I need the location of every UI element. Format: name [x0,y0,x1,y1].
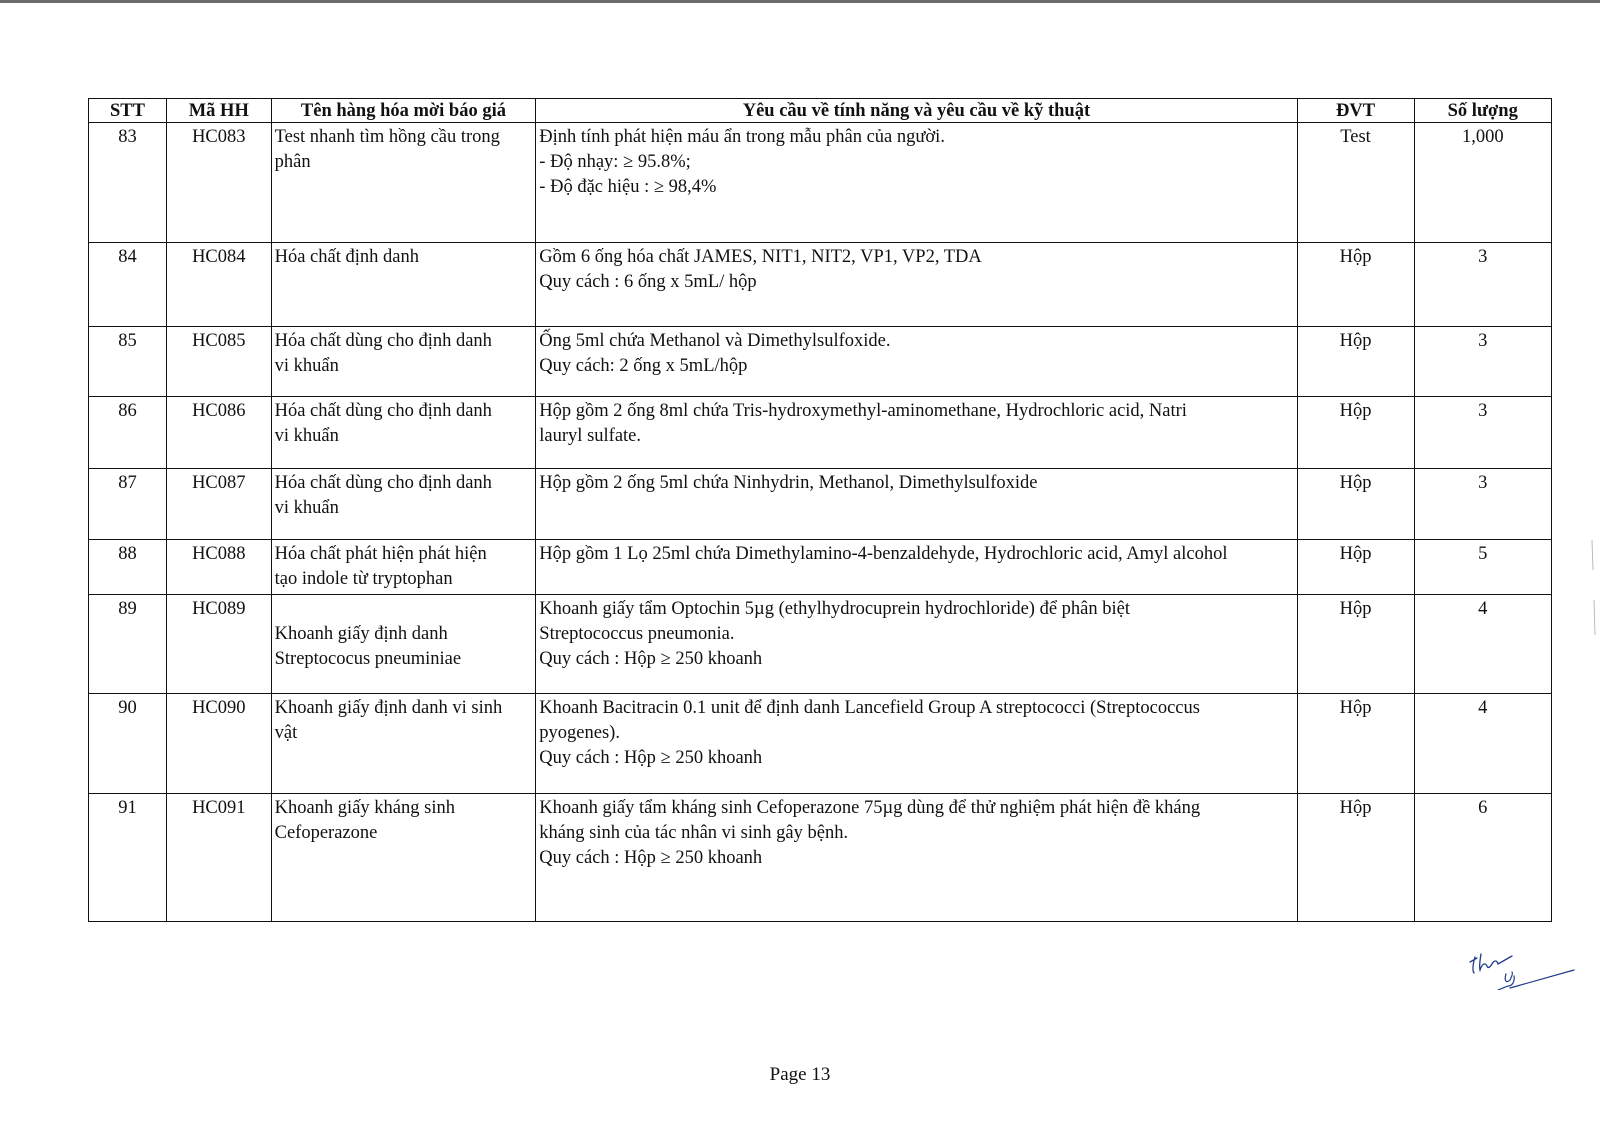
cell-unit: Test [1297,123,1414,243]
header-code: Mã HH [166,99,271,123]
cell-name [271,794,536,922]
cell-code: HC088 [166,540,271,595]
header-qty: Số lượng [1414,99,1552,123]
cell-spec-line: Khoanh giấy tẩm kháng sinh Cefoperazone 75µg dùng để thử nghiệm phát hiện đề kháng [539,798,1201,818]
cell-stt: 91 [89,794,167,922]
cell-spec-line: Gồm 6 ống hóa chất JAMES, NIT1, NIT2, VP1, VP2, TDA [539,247,982,267]
cell-spec-line: Khoanh giấy tẩm Optochin 5µg (ethylhydrocuprein hydrochloride) để phân biệt [539,599,1130,619]
cell-spec [536,123,1297,243]
cell-spec-line: Hộp gồm 2 ống 5ml chứa Ninhydrin, Methanol, Dimethylsulfoxide [539,473,1038,493]
header-unit: ĐVT [1297,99,1414,123]
cell-name-line: vật [274,723,298,743]
cell-spec [536,595,1297,694]
table-row [89,595,1552,694]
table-row [89,694,1552,794]
cell-code: HC085 [166,327,271,397]
cell-spec-line: - Độ đặc hiệu : ≥ 98,4% [539,177,717,197]
cell-name [271,540,536,595]
cell-code: HC091 [166,794,271,922]
cell-name-line: Khoanh giấy định danh [274,624,448,644]
cell-name-line: Streptococus pneuminiae [274,649,462,669]
cell-spec [536,327,1297,397]
header-name: Tên hàng hóa mời báo giá [271,99,536,123]
cell-unit: Hộp [1297,469,1414,540]
cell-spec-line: Quy cách : Hộp ≥ 250 khoanh [539,649,763,669]
cell-stt: 85 [89,327,167,397]
cell-name [271,694,536,794]
scan-edge-mark [1590,540,1600,640]
cell-unit: Hộp [1297,327,1414,397]
cell-name-line: Test nhanh tìm hồng cầu trong [274,127,500,147]
cell-stt: 89 [89,595,167,694]
cell-spec-line: lauryl sulfate. [539,426,642,446]
cell-code: HC086 [166,397,271,469]
cell-stt: 87 [89,469,167,540]
handwritten-signature [1468,940,1578,990]
cell-qty: 4 [1414,595,1552,694]
cell-stt: 90 [89,694,167,794]
cell-spec-line: Streptococcus pneumonia. [539,624,735,644]
cell-name-line: phân [274,152,311,172]
cell-spec [536,794,1297,922]
cell-code: HC089 [166,595,271,694]
cell-spec [536,469,1297,540]
cell-qty: 4 [1414,694,1552,794]
cell-name-line: vi khuẩn [274,498,339,518]
quotation-table [88,98,1552,922]
cell-qty: 5 [1414,540,1552,595]
cell-stt: 84 [89,243,167,327]
cell-name [271,123,536,243]
cell-qty: 6 [1414,794,1552,922]
cell-qty: 3 [1414,397,1552,469]
cell-stt: 86 [89,397,167,469]
scan-top-edge [0,0,1600,3]
cell-name-line: Hóa chất định danh [274,247,419,267]
cell-spec-line: Quy cách : Hộp ≥ 250 khoanh [539,848,763,868]
cell-name [271,595,536,694]
cell-unit: Hộp [1297,595,1414,694]
cell-spec-line: pyogenes). [539,723,620,743]
cell-unit: Hộp [1297,243,1414,327]
cell-unit: Hộp [1297,540,1414,595]
table-row [89,123,1552,243]
cell-name-line: Khoanh giấy kháng sinh [274,798,455,818]
cell-code: HC084 [166,243,271,327]
cell-spec-line: Quy cách : 6 ống x 5mL/ hộp [539,272,757,292]
cell-unit: Hộp [1297,794,1414,922]
cell-spec-line: - Độ nhạy: ≥ 95.8%; [539,152,691,172]
cell-unit: Hộp [1297,694,1414,794]
table-row [89,540,1552,595]
cell-spec [536,694,1297,794]
cell-name [271,327,536,397]
cell-code: HC087 [166,469,271,540]
cell-spec-line: kháng sinh của tác nhân vi sinh gây bệnh. [539,823,849,843]
table-row [89,243,1552,327]
cell-stt: 88 [89,540,167,595]
header-spec: Yêu cầu về tính năng và yêu cầu về kỹ thuật [536,99,1297,123]
cell-name-line: Cefoperazone [274,823,378,843]
cell-name-line: Hóa chất dùng cho định danh [274,401,492,421]
cell-code: HC083 [166,123,271,243]
page-number: Page 13 [769,1064,831,1085]
table-row [89,397,1552,469]
cell-name-line: Hóa chất dùng cho định danh [274,331,492,351]
cell-spec-line: Quy cách: 2 ống x 5mL/hộp [539,356,748,376]
table-body [89,123,1552,922]
cell-spec-line: Ống 5ml chứa Methanol và Dimethylsulfoxide. [539,331,891,351]
cell-spec [536,397,1297,469]
table-row [89,469,1552,540]
cell-name [271,243,536,327]
header-stt: STT [89,99,167,123]
cell-spec-line: Quy cách : Hộp ≥ 250 khoanh [539,748,763,768]
cell-spec [536,540,1297,595]
cell-code: HC090 [166,694,271,794]
cell-spec-line: Khoanh Bacitracin 0.1 unit để định danh Lancefield Group A streptococci (Streptococcus [539,698,1200,718]
cell-name-line: tạo indole từ tryptophan [274,569,453,589]
cell-unit: Hộp [1297,397,1414,469]
cell-name-line: Khoanh giấy định danh vi sinh [274,698,503,718]
cell-qty: 3 [1414,327,1552,397]
cell-spec-line: Hộp gồm 2 ống 8ml chứa Tris-hydroxymethyl-aminomethane, Hydrochloric acid, Natri [539,401,1187,421]
cell-stt: 83 [89,123,167,243]
header-row [89,99,1552,123]
cell-name-line: Hóa chất phát hiện phát hiện [274,544,487,564]
cell-spec-line: Hộp gồm 1 Lọ 25ml chứa Dimethylamino-4-benzaldehyde, Hydrochloric acid, Amyl alcohol [539,544,1228,564]
table-row [89,327,1552,397]
cell-qty: 1,000 [1414,123,1552,243]
cell-name [271,397,536,469]
cell-spec-line: Định tính phát hiện máu ẩn trong mẫu phân của người. [539,127,945,147]
cell-name-line: vi khuẩn [274,356,339,376]
cell-name [271,469,536,540]
cell-name-line [275,597,533,622]
cell-name-line: Hóa chất dùng cho định danh [274,473,492,493]
cell-qty: 3 [1414,469,1552,540]
cell-name-line: vi khuẩn [274,426,339,446]
cell-spec [536,243,1297,327]
cell-qty: 3 [1414,243,1552,327]
table-row [89,794,1552,922]
